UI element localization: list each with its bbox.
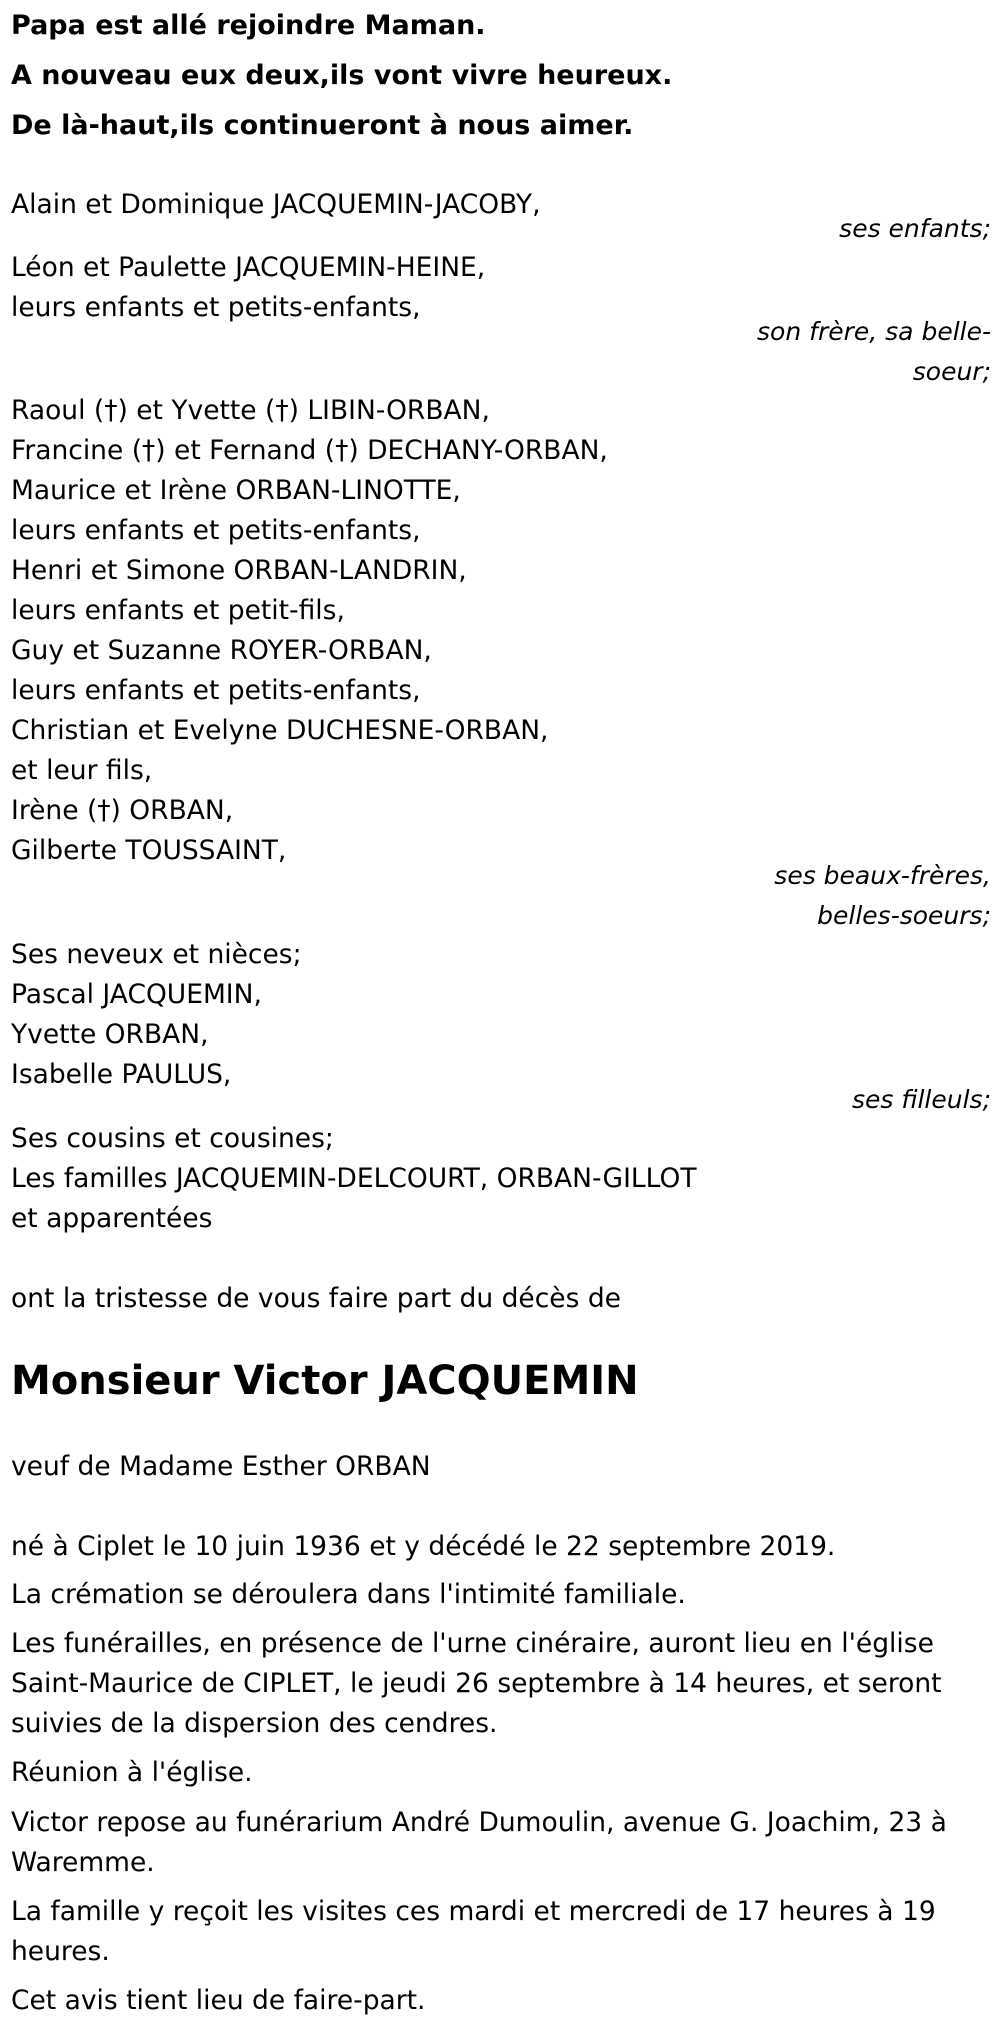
announcement-text: ont la tristesse de vous faire part du décès de bbox=[11, 1283, 621, 1314]
family-name-line: Maurice et Irène ORBAN-LINOTTE, bbox=[11, 475, 461, 506]
family-name-line: Pascal JACQUEMIN, bbox=[11, 979, 262, 1010]
deceased-name: Monsieur Victor JACQUEMIN bbox=[11, 1358, 639, 1404]
family-name-line: Les familles JACQUEMIN-DELCOURT, ORBAN-GILLOT bbox=[11, 1163, 697, 1194]
relation-label: belles-soeurs; bbox=[817, 901, 991, 930]
relation-label: soeur; bbox=[912, 357, 991, 386]
relation-label: ses beaux-frères, bbox=[774, 861, 991, 890]
family-name-line: Raoul (†) et Yvette (†) LIBIN-ORBAN, bbox=[11, 395, 490, 426]
detail-line: né à Ciplet le 10 juin 1936 et y décédé le 22 septembre 2019. bbox=[11, 1531, 836, 1562]
family-name-line: Alain et Dominique JACQUEMIN-JACOBY, bbox=[11, 189, 541, 220]
detail-line: Réunion à l'église. bbox=[11, 1757, 253, 1788]
family-name-line: Ses cousins et cousines; bbox=[11, 1123, 334, 1154]
family-name-line: Léon et Paulette JACQUEMIN-HEINE, bbox=[11, 252, 486, 283]
verse-line: Papa est allé rejoindre Maman. bbox=[11, 10, 486, 41]
family-name-line: Guy et Suzanne ROYER-ORBAN, bbox=[11, 635, 432, 666]
detail-line: suivies de la dispersion des cendres. bbox=[11, 1708, 498, 1739]
detail-line: Cet avis tient lieu de faire-part. bbox=[11, 1985, 426, 2016]
detail-line: Saint-Maurice de CIPLET, le jeudi 26 septembre à 14 heures, et seront bbox=[11, 1668, 942, 1699]
widower-line: veuf de Madame Esther ORBAN bbox=[11, 1451, 431, 1482]
family-name-line: leurs enfants et petits-enfants, bbox=[11, 515, 421, 546]
detail-line: Victor repose au funérarium André Dumoulin, avenue G. Joachim, 23 à bbox=[11, 1807, 947, 1838]
detail-line: La crémation se déroulera dans l'intimité familiale. bbox=[11, 1579, 686, 1610]
detail-line: heures. bbox=[11, 1936, 110, 1967]
detail-line: Waremme. bbox=[11, 1847, 155, 1878]
family-name-line: Irène (†) ORBAN, bbox=[11, 795, 234, 826]
family-name-line: et apparentées bbox=[11, 1203, 213, 1234]
family-name-line: Ses neveux et nièces; bbox=[11, 939, 302, 970]
relation-label: ses enfants; bbox=[839, 214, 991, 243]
family-name-line: leurs enfants et petits-enfants, bbox=[11, 292, 421, 323]
detail-line: La famille y reçoit les visites ces mardi et mercredi de 17 heures à 19 bbox=[11, 1896, 936, 1927]
verse-line: A nouveau eux deux,ils vont vivre heureux. bbox=[11, 60, 673, 91]
family-name-line: Francine (†) et Fernand (†) DECHANY-ORBAN, bbox=[11, 435, 608, 466]
family-name-line: Christian et Evelyne DUCHESNE-ORBAN, bbox=[11, 715, 549, 746]
verse-line: De là-haut,ils continueront à nous aimer. bbox=[11, 110, 634, 141]
family-name-line: leurs enfants et petits-enfants, bbox=[11, 675, 421, 706]
relation-label: son frère, sa belle- bbox=[757, 317, 991, 346]
family-name-line: Henri et Simone ORBAN-LANDRIN, bbox=[11, 555, 467, 586]
family-name-line: Isabelle PAULUS, bbox=[11, 1059, 232, 1090]
family-name-line: Yvette ORBAN, bbox=[11, 1019, 209, 1050]
family-name-line: et leur fils, bbox=[11, 755, 153, 786]
relation-label: ses filleuls; bbox=[851, 1085, 991, 1114]
family-name-line: Gilberte TOUSSAINT, bbox=[11, 835, 287, 866]
family-name-line: leurs enfants et petit-fils, bbox=[11, 595, 345, 626]
detail-line: Les funérailles, en présence de l'urne cinéraire, auront lieu en l'église bbox=[11, 1628, 934, 1659]
